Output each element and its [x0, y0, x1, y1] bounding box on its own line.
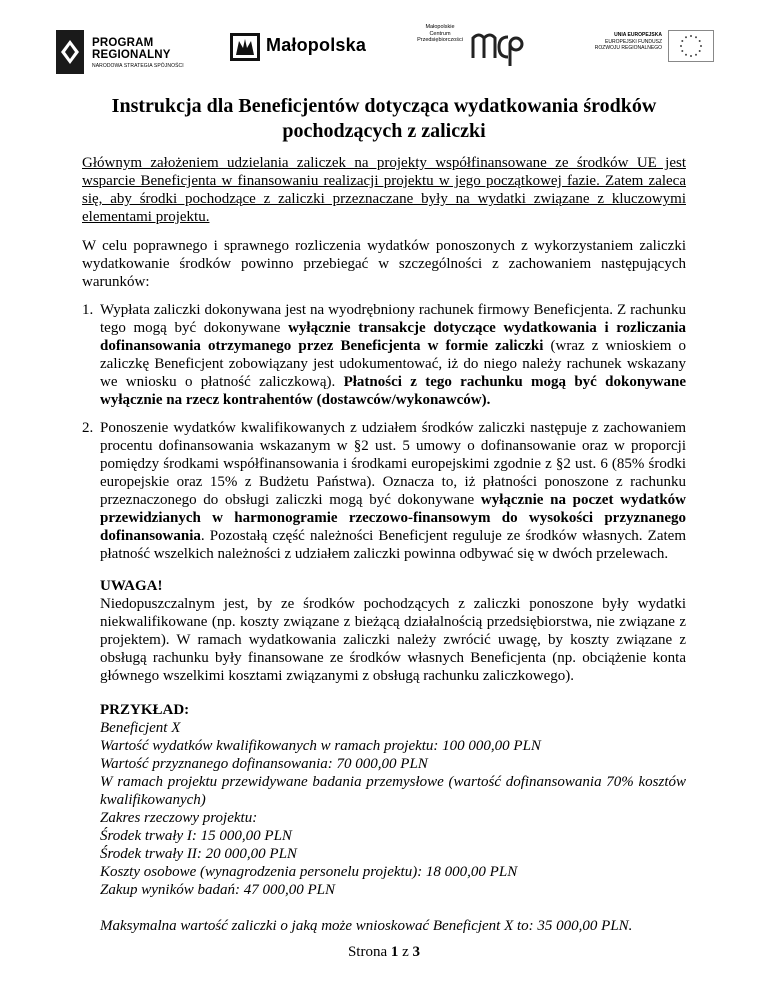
warning-section — [82, 577, 686, 935]
eu-logo-line3: ROZWOJU REGIONALNEGO — [594, 45, 662, 51]
malopolska-crest-icon — [230, 33, 260, 61]
mcp-logo — [414, 20, 526, 72]
condition-item-1 — [82, 301, 686, 409]
page-separator: z — [398, 944, 413, 960]
title-line1: Instrukcja dla Beneficjentów dotycząca wydatkowania środków — [111, 95, 657, 117]
page-label: Strona — [347, 944, 391, 960]
example-line: Środek trwały I: 15 000,00 PLN — [100, 828, 292, 844]
program-logo-line2: REGIONALNY — [92, 49, 171, 61]
program-regionalny-logo — [56, 22, 188, 76]
condition-1-bold-b: Płatności z tego rachunku mogą być dokonywane wyłącznie na rzecz kontrahentów (dostawców/wykonawców). — [100, 374, 686, 408]
program-logo-line1: PROGRAM — [92, 37, 154, 49]
list-number: 2. — [82, 420, 94, 436]
example-line: Koszty osobowe (wynagrodzenia personelu projektu): 18 000,00 PLN — [100, 864, 518, 880]
title-line2: pochodzących z zaliczki — [282, 120, 486, 142]
program-logo-line3: NARODOWA STRATEGIA SPÓJNOŚCI — [92, 63, 184, 69]
warning-heading: UWAGA! — [100, 578, 163, 594]
example-heading: PRZYKŁAD: — [100, 702, 190, 718]
logo-bar — [0, 14, 768, 84]
example-line: Zakres rzeczowy projektu: — [100, 810, 258, 826]
condition-item-2 — [82, 419, 686, 563]
page-footer — [0, 944, 768, 961]
page-number-total: 3 — [412, 944, 421, 960]
document-title — [82, 94, 686, 144]
condition-2-text-a: Ponoszenie wydatków kwalifikowanych z udziałem środków zaliczki następuje z zachowaniem procentu dofinansowania wskazanym w §2 ust. 5 umowy o dofinansowanie oraz w proporcji pomiędzy środkami współfinansowania i środkami europejskimi zgodnie z §2 ust. 6 (85% środki europejskie oraz 15% z Budżetu Państwa). Oznacza to, iż płatności ponoszone z rachunku przeznaczonego do obsługi zaliczki mogą być dokonywane — [100, 420, 686, 508]
mcp-logo-line3: Przedsiębiorczości — [417, 37, 463, 43]
conditions-list — [82, 301, 686, 563]
example-conclusion: Maksymalna wartość zaliczki o jaką może wnioskować Beneficjent X to: 35 000,00 PLN. — [100, 918, 633, 934]
example-line: Wartość przyznanego dofinansowania: 70 000,00 PLN — [100, 756, 428, 772]
program-regionalny-emblem-icon — [56, 30, 84, 74]
example-line: Środek trwały II: 20 000,00 PLN — [100, 846, 297, 862]
example-line: Wartość wydatków kwalifikowanych w ramach projektu: 100 000,00 PLN — [100, 738, 541, 754]
condition-1-text-b: (wraz z wnioskiem o zaliczkę Beneficjent zobowiązany jest udokumentować, iż do niego należy rachunek wskazany we wniosku o płatność zaliczkową). — [100, 338, 686, 390]
list-number: 1. — [82, 302, 94, 318]
condition-2-text-b: . Pozostałą część należności Beneficjent reguluje ze środków własnych. Zatem płatność wszelkich należności z udziałem zaliczki powinna odbywać się w dwóch przelewach. — [100, 528, 686, 562]
example-line: Zakup wyników badań: 47 000,00 PLN — [100, 882, 335, 898]
mcp-monogram-icon — [470, 28, 524, 68]
eu-logo — [576, 30, 716, 70]
malopolska-logo-text: Małopolska — [266, 35, 367, 55]
malopolska-logo — [230, 30, 370, 64]
example-line: Beneficjent X — [100, 720, 181, 736]
mcp-logo-line2: Centrum — [429, 30, 451, 37]
eu-logo-line1: UNIA EUROPEJSKA — [614, 32, 662, 38]
document-body — [82, 94, 686, 935]
intro-paragraph: Głównym założeniem udzielania zaliczek na projekty współfinansowane ze środków UE jest wsparcie Beneficjenta w finansowaniu realizacji projektu w jego początkowej fazie. Zatem zaleca się, aby środki pochodzące z zaliczki przeznaczane były na wydatki związane z kluczowymi elementami projektu. — [82, 155, 686, 225]
eu-flag-icon — [668, 30, 714, 62]
condition-2-bold-a: wyłącznie na poczet wydatków przewidzianych w harmonogramie rzeczowo-finansowym do wysokości przyznanego dofinansowania — [100, 492, 686, 544]
example-line: W ramach projektu przewidywane badania przemysłowe (wartość dofinansowania 70% kosztów kwalifikowanych) — [100, 774, 686, 808]
warning-text: Niedopuszczalnym jest, by ze środków pochodzących z zaliczki ponoszone były wydatki niekwalifikowane (np. koszty związane z bieżącą działalnością przedsiębiorstwa, nie związane z projektem). W ramach wydatkowania zaliczki należy zwrócić uwagę, by koszty związane z obsługą rachunku były finansowane ze środków własnych Beneficjenta (np. obciążenie konta głównego wszelkimi kosztami związanymi z obsługą rachunku zaliczkowego). — [100, 596, 686, 684]
mcp-logo-line1: Małopolskie — [425, 24, 455, 30]
conditions-intro-paragraph: W celu poprawnego i sprawnego rozliczenia wydatków ponoszonych z wykorzystaniem zaliczki wydatkowanie środków powinno przebiegać w szczególności z zachowaniem następujących warunków: — [82, 238, 686, 290]
condition-1-bold-a: wyłącznie transakcje dotyczące wydatkowania i rozliczania dofinansowania otrzymanego przez Beneficjenta w formie zaliczki — [100, 320, 686, 354]
condition-1-text-a: Wypłata zaliczki dokonywana jest na wyodrębniony rachunek firmowy Beneficjenta. Z rachunku tego mogą być dokonywane — [100, 302, 686, 336]
eu-logo-line2: EUROPEJSKI FUNDUSZ — [605, 38, 662, 45]
page-number-current: 1 — [390, 944, 399, 960]
